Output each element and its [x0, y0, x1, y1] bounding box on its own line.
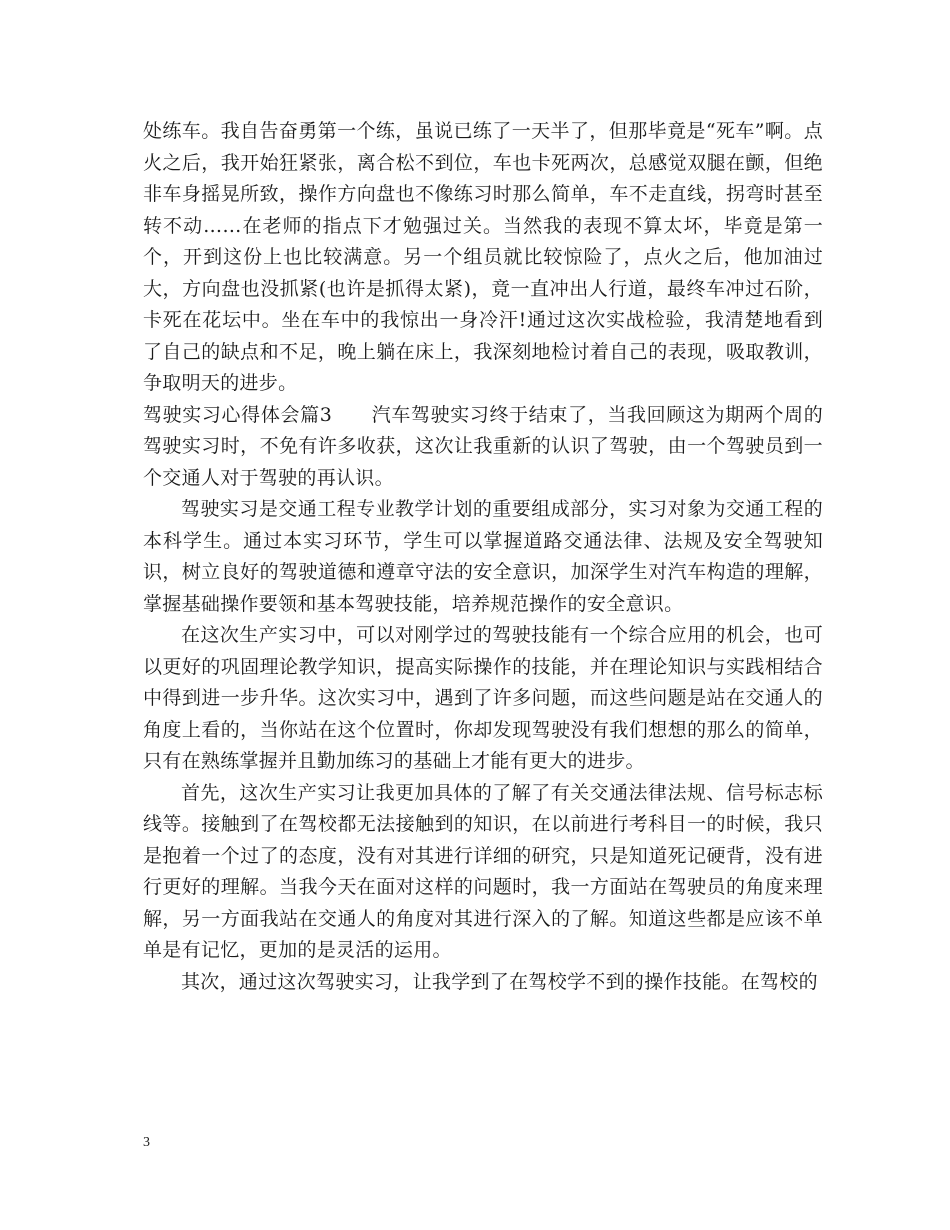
paragraph-internship-purpose: 驾驶实习是交通工程专业教学计划的重要组成部分，实习对象为交通工程的本科学生。通过本实习环节，学生可以掌握道路交通法律、法规及安全驾驶知识，树立良好的驾驶道德和遵章守法的安全意识，加深学生对汽车构造的理解，掌握基础操作要领和基本驾驶技能，培养规范操作的安全意识。 [143, 498, 823, 615]
paragraph-section-heading: 驾驶实习心得体会篇3 汽车驾驶实习终于结束了，当我回顾这为期两个周的驾驶实习时，不免有许多收获，这次让我重新的认识了驾驶，由一个驾驶员到一个交通人对于驾驶的再认识。 [143, 403, 823, 489]
paragraph-continued: 处练车。我自告奋勇第一个练，虽说已练了一天半了，但那毕竟是“死车”啊。点火之后，我开始狂紧张，离合松不到位，车也卡死两次，总感觉双腿在颤，但绝非车身摇晃所致，操作方向盘也不像练习时那么简单，车不走直线，拐弯时甚至转不动……在老师的指点下才勉强过关。当然我的表现不算太坏，毕竟是第一个，开到这份上也比较满意。另一个组员就比较惊险了，点火之后，他加油过大，方向盘也没抓紧(也许是抓得太紧)，竟一直冲出人行道，最终车冲过石阶，卡死在花坛中。坐在车中的我惊出一身冷汗!通过这次实战检验，我清楚地看到了自己的缺点和不足，晚上躺在床上，我深刻地检讨着自己的表现，吸取教训，争取明天的进步。 [143, 120, 823, 394]
paragraph-first-point: 首先，这次生产实习让我更加具体的了解了有关交通法律法规、信号标志标线等。接触到了在驾校都无法接触到的知识，在以前进行考科目一的时候，我只是抱着一个过了的态度，没有对其进行详细的研究，只是知道死记硬背，没有进行更好的理解。当我今天在面对这样的问题时，我一方面站在驾驶员的角度来理解，另一方面我站在交通人的角度对其进行深入的了解。知道这些都是应该不单单是有记忆，更加的是灵活的运用。 [143, 781, 823, 961]
document-body [143, 116, 823, 998]
paragraph-internship-application: 在这次生产实习中，可以对刚学过的驾驶技能有一个综合应用的机会，也可以更好的巩固理论教学知识，提高实际操作的技能，并在理论知识与实践相结合中得到进一步升华。这次实习中，遇到了许多问题，而这些问题是站在交通人的角度上看的，当你站在这个位置时，你却发现驾驶没有我们想想的那么的简单，只有在熟练掌握并且勤加练习的基础上才能有更大的进步。 [143, 624, 823, 772]
paragraph-second-point: 其次，通过这次驾驶实习，让我学到了在驾校学不到的操作技能。在驾校的 [181, 970, 818, 993]
page-number: 3 [143, 1135, 150, 1150]
